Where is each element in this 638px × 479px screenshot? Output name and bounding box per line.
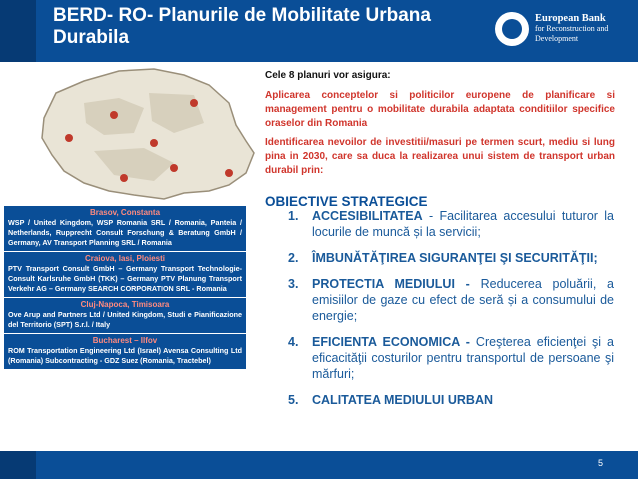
objective-number: 5. — [288, 393, 299, 407]
objective-item — [288, 250, 614, 266]
objective-item — [288, 334, 614, 382]
objectives-list — [288, 208, 614, 418]
city-marker — [190, 99, 198, 107]
footer-accent — [0, 451, 36, 479]
objective-heading: CALITATEA MEDIULUI URBAN — [312, 393, 493, 407]
header-accent — [0, 0, 36, 62]
intro-question: Cele 8 planuri vor asigura: — [265, 70, 391, 81]
consortium-box — [4, 206, 246, 251]
city-marker — [110, 111, 118, 119]
city-marker — [170, 164, 178, 172]
city-marker — [65, 134, 73, 142]
consortia-panel — [4, 206, 246, 370]
objective-item — [288, 208, 614, 240]
consortium-members: WSP / United Kingdom, WSP Romania SRL / Romania, Panteia / Netherlands, Rupprecht Consult Forschung & Beratung GmbH / Germany, AV Transport Planning SRL / Romania — [4, 218, 246, 251]
consortium-cities: Cluj-Napoca, Timisoara — [4, 298, 246, 310]
objective-heading: EFICIENTA ECONOMICA - — [312, 335, 470, 349]
objective-heading: ACCESIBILITATEA — [312, 209, 423, 223]
logo-emblem-inner — [502, 19, 522, 39]
objective-number: 1. — [288, 209, 299, 223]
objective-item — [288, 392, 614, 408]
objective-number: 4. — [288, 335, 299, 349]
consortium-box — [4, 334, 246, 369]
logo-text — [535, 14, 627, 44]
intro-text — [265, 69, 615, 183]
consortium-box — [4, 298, 246, 333]
consortium-members: PTV Transport Consult GmbH – Germany Transport Technologie-Consult Karlsruhe GmbH (TKK) – Germany PTV Planung Transport Verkehr AG – Germany SEARCH CORPORATION SRL - Romania — [4, 264, 246, 297]
objective-heading: PROTECTIA MEDIULUI - — [312, 277, 470, 291]
city-marker — [150, 139, 158, 147]
logo-name: European Bank — [535, 13, 606, 24]
consortium-cities: Brasov, Constanta — [4, 206, 246, 218]
objective-heading: ÎMBUNĂTĂŢIREA SIGURANŢEI ŞI SECURITĂŢII; — [312, 251, 598, 265]
romania-map-image — [24, 63, 260, 203]
intro-paragraph: Identificarea nevoilor de investitii/masuri pe termen scurt, mediu si lung pina in 2030, care sa duca la realizarea unui sistem de transport urban durabil prin: — [265, 137, 615, 176]
page-number: 5 — [598, 458, 604, 468]
objective-item — [288, 276, 614, 324]
consortium-members: ROM Transportation Engineering Ltd (Israel) Avensa Consulting Ltd (Romania) Subcontracting - GDZ Suez (Romania, Tractebel) — [4, 346, 246, 369]
consortium-members: Ove Arup and Partners Ltd / United Kingdom, Studi e Pianificazione del Territorio (SPT) S.r.l. / Italy — [4, 310, 246, 333]
slide-title: BERD- RO- Planurile de Mobilitate Urbana Durabila — [53, 5, 431, 48]
city-marker — [225, 169, 233, 177]
intro-paragraph: Aplicarea conceptelor si politicilor europene de planificare si management pentru o mobilitate durabila adaptata conditiilor specifice oraselor din Romania — [265, 90, 615, 129]
consortium-box — [4, 252, 246, 297]
consortium-cities: Bucharest – Ilfov — [4, 334, 246, 346]
objective-number: 3. — [288, 277, 299, 291]
objective-text: - Facilitarea accesului tuturor la locurile de muncă și la servicii; — [312, 209, 614, 239]
objective-number: 2. — [288, 251, 299, 265]
consortium-cities: Craiova, Iasi, Ploiesti — [4, 252, 246, 264]
objectives-title: OBIECTIVE STRATEGICE — [265, 194, 428, 209]
footer-bar — [0, 451, 638, 479]
objective-text: Reducerea poluării, a emisiilor de gaze cu efect de seră și a consumului de energie; — [312, 277, 615, 323]
logo-subtitle: for Reconstruction and Development — [535, 24, 609, 43]
city-marker — [120, 174, 128, 182]
objective-text: Creşterea eficienţei şi a eficacităţii costurilor pentru transportul de persoane şi mărfuri; — [312, 335, 614, 381]
ebrd-logo — [495, 8, 627, 54]
